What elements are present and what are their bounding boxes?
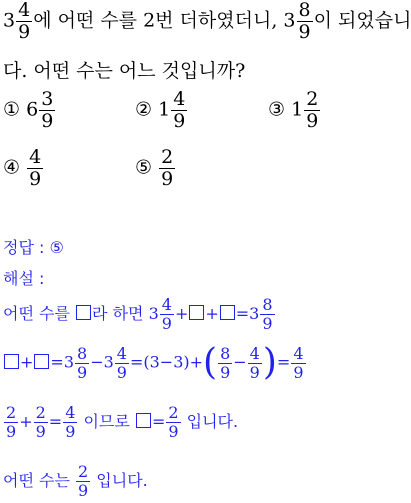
question-line-1 [3, 1, 411, 42]
answer-line [3, 235, 64, 258]
answer-value: ⑤ [49, 238, 64, 257]
fraction: $\frac{4}{9}$ [293, 343, 304, 382]
explanation-label: 해설 : [3, 269, 45, 288]
question-text: 이 되었습니 [313, 9, 411, 32]
question-text: 에 어떤 수를 2번 더하였더니, [33, 9, 278, 32]
blank-box [34, 354, 49, 369]
fraction: $\frac{8}{9}$ [220, 343, 231, 382]
solution-line-4: 어떤 수는 $\frac{2}{9}$ 입니다. [3, 462, 148, 500]
fraction: $\frac{2}{9}$ [306, 88, 319, 132]
fraction: $\frac{4}{9}$ [249, 343, 260, 382]
choice-1[interactable]: ① 6 $\frac{3}{9}$ [3, 88, 54, 132]
solution-line-1: 어떤 수를 라 하면 3 $\frac{4}{9}$ + + =3 $\frac{8}{9}$ [3, 295, 273, 333]
choice-mark: ⑤ [135, 156, 153, 179]
fraction: $\frac{4}{9}$ [29, 146, 42, 190]
choice-2[interactable]: ② 1 $\frac{4}{9}$ [135, 88, 186, 132]
fraction: $\frac{8}{9}$ [77, 343, 88, 382]
choice-mark: ① [3, 98, 21, 121]
blank-box [220, 305, 235, 320]
choice-mark: ④ [3, 156, 21, 179]
fraction: $\frac{8}{9}$ [298, 0, 311, 43]
blank-box [136, 413, 151, 428]
fraction: $\frac{2}{9}$ [78, 462, 89, 500]
fraction: $\frac{2}{9}$ [161, 146, 174, 190]
solution-line-2: + =3 $\frac{8}{9}$ −3 $\frac{4}{9}$ =(3−3)+( $\frac{8}{9}$ − $\frac{4}{9}$ )= $\frac{4}{9}$ [3, 345, 307, 381]
choice-4[interactable] [3, 148, 44, 189]
answer-label: 정답 : [3, 238, 45, 257]
mixed-whole: 3 [283, 9, 296, 32]
mixed-whole: 3 [3, 9, 16, 32]
blank-box [76, 305, 91, 320]
choice-mark: ② [135, 98, 153, 121]
fraction: $\frac{2}{9}$ [168, 403, 179, 441]
solution-line-3: $\frac{2}{9}$ + $\frac{2}{9}$ = $\frac{4}{9}$ 이므로 = $\frac{2}{9}$ 입니다. [6, 403, 239, 441]
fraction: $\frac{2}{9}$ [35, 403, 46, 441]
fraction: $\frac{4}{9}$ [116, 343, 127, 382]
choice-mark: ③ [268, 98, 286, 121]
question-line-2: 다. 어떤 수는 어느 것입니까? [3, 60, 246, 82]
fraction: $\frac{3}{9}$ [41, 88, 54, 132]
fraction: $\frac{4}{9}$ [18, 0, 31, 43]
choice-5[interactable] [135, 148, 176, 189]
fraction: $\frac{4}{9}$ [161, 295, 172, 333]
fraction: $\frac{2}{9}$ [6, 403, 17, 441]
blank-box [4, 354, 19, 369]
fraction: $\frac{4}{9}$ [173, 88, 186, 132]
fraction: $\frac{8}{9}$ [262, 295, 273, 333]
fraction: $\frac{4}{9}$ [65, 403, 76, 441]
blank-box [189, 305, 204, 320]
choice-3[interactable]: ③ 1 $\frac{2}{9}$ [268, 88, 319, 132]
